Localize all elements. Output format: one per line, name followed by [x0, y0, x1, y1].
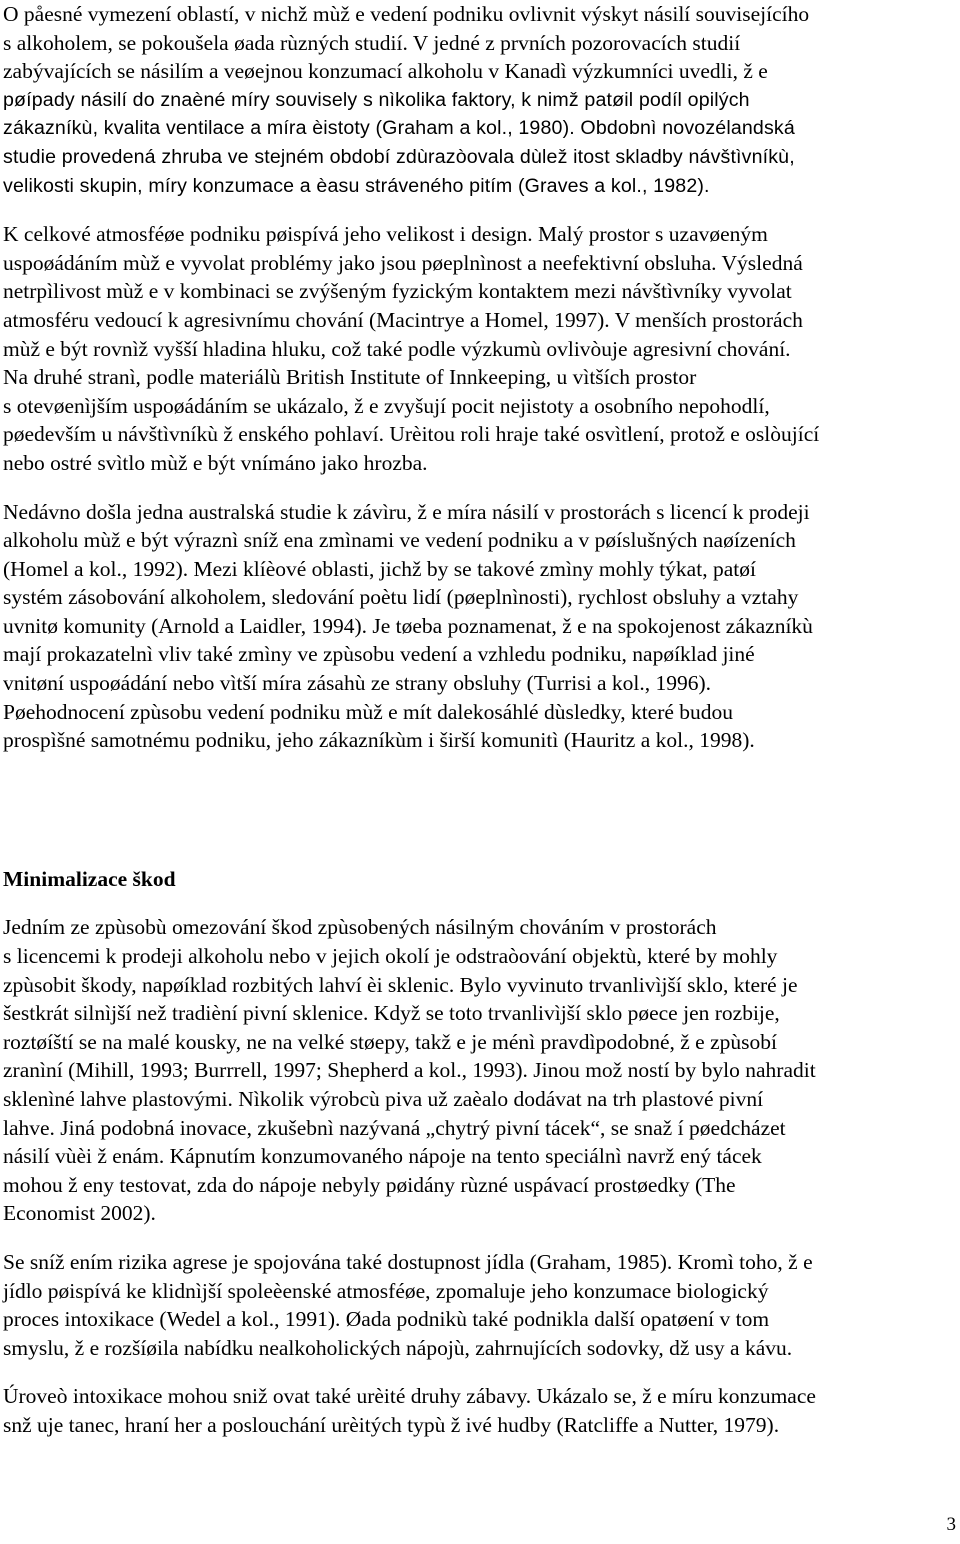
text-line: Jedním ze zpùsobù omezování škod zpùsobených násilným chováním v prostorách — [3, 915, 717, 940]
paragraph-3 — [3, 498, 955, 755]
paragraph-2 — [3, 220, 955, 477]
text-line: s licencemi k prodeji alkoholu nebo v jejich okolí je odstraòování objektù, které by mohly — [3, 944, 778, 969]
text-line: O påesné vymezení oblastí, v nichž mùž e vedení podniku ovlivnit výskyt násilí souvisejícího — [3, 2, 810, 26]
text-line: mají prokazatelnì vliv také zmìny ve zpùsobu vedení a vzhledu podniku, napøíklad jiné — [3, 642, 755, 667]
text-line: atmosféru vedoucí k agresivnímu chování (Macintrye a Homel, 1997). V menších prostorách — [3, 307, 803, 332]
text-line: jídlo pøispívá ke klidnìjší spoleèenské atmosféøe, zpomaluje jeho konzumace biologický — [3, 1278, 769, 1303]
text-line: smyslu, ž e rozšíøila nabídku nealkoholických nápojù, zahrnujících sodovky, dž usy a kávu. — [3, 1335, 793, 1360]
text-line: pøedevším u návštìvníkù ž enského pohlaví. Urèitou roli hraje také osvìtlení, protož e oslòující — [3, 422, 820, 447]
paragraph-1 — [3, 0, 955, 200]
text-line: uspoøádáním mùž e vyvolat problémy jako jsou pøeplnìnost a neefektivní obsluha. Výsledná — [3, 250, 803, 275]
text-line: zpùsobit škody, napøíklad rozbitých lahví èi sklenic. Bylo vyvinuto trvanlivìjší sklo, které je — [3, 972, 798, 997]
text-line: Úroveò intoxikace mohou sniž ovat také urèité druhy zábavy. Ukázalo se, ž e míru konzumace — [3, 1384, 816, 1409]
text-line: nebo ostré svìtlo mùž e být vnímáno jako hrozba. — [3, 450, 428, 475]
text-line: s alkoholem, se pokoušela øada rùzných studií. V jedné z prvních pozorovacích studií — [3, 30, 741, 55]
text-line: alkoholu mùž e být výraznì sníž ena zmìnami ve vedení podniku a v pøíslušných naøízeních — [3, 528, 796, 553]
text-line: šestkrát silnìjší než tradièní pivní sklenice. Když se toto trvanlivìjší sklo pøece jen rozbije, — [3, 1001, 780, 1026]
text-line: Economist 2002). — [3, 1201, 156, 1226]
text-line: lahve. Jiná podobná inovace, zkušebnì nazývaná „chytrý pivní tácek“, se snaž í pøedcházet — [3, 1115, 786, 1140]
text-line: násilí vùèi ž enám. Kápnutím konzumovaného nápoje na tento speciálnì navrž ený tácek — [3, 1144, 762, 1169]
text-line: velikosti skupin, míry konzumace a èasu stráveného pitím (Graves a kol., 1982). — [3, 174, 710, 197]
text-line: roztøíští se na malé kousky, ne na velké støepy, takž e je ménì pravdìpodobné, ž e zpùsobí — [3, 1029, 777, 1054]
paragraph-4 — [3, 913, 955, 1228]
text-line: mùž e být rovnìž vyšší hladina hluku, což také podle výzkumù ovlivòuje agresivní chování. — [3, 336, 791, 361]
text-line: mohou ž eny testovat, zda do nápoje nebyly pøidány rùzné uspávací prostøedky (The — [3, 1172, 736, 1197]
text-line: netrpìlivost mùž e v kombinaci se zvýšeným fyzickým kontaktem mezi návštìvníky vyvolat — [3, 279, 792, 304]
paragraph-6 — [3, 1382, 955, 1439]
text-line: zákazníkù, kvalita ventilace a míra èistoty (Graham a kol., 1980). Obdobnì novozélandská — [3, 117, 795, 140]
text-line: zabývajících se násilím a veøejnou konzumací alkoholu v Kanadì výzkumníci uvedli, ž e — [3, 59, 768, 84]
section-heading: Minimalizace škod — [3, 866, 176, 891]
paragraph-5 — [3, 1248, 955, 1362]
text-line: Na druhé stranì, podle materiálù British Institute of Innkeeping, u vìtších prostor — [3, 365, 697, 390]
text-line: pøípady násilí do znaèné míry souvisely s nìkolika faktory, k nimž patøil podíl opilých — [3, 88, 750, 111]
text-line: (Homel a kol., 1992). Mezi klíèové oblasti, jichž by se takové zmìny mohly týkat, patøí — [3, 556, 756, 581]
text-line: proces intoxikace (Wedel a kol., 1991). Øada podnikù také podnikla další opatøení v tom — [3, 1307, 770, 1332]
text-line: systém zásobování alkoholem, sledování poètu lidí (pøeplnìnosti), rychlost obsluhy a vztahy — [3, 585, 799, 610]
text-line: snž uje tanec, hraní her a poslouchání urèitých typù ž ivé hudby (Ratcliffe a Nutter, 1979). — [3, 1412, 780, 1437]
text-line: K celkové atmosféøe podniku pøispívá jeho velikost i design. Malý prostor s uzavøeným — [3, 222, 768, 247]
text-line: studie provedená zhruba ve stejném období zdùrazòovala dùlež itost skladby návštìvníkù, — [3, 145, 795, 168]
text-line: sklenìné lahve plastovými. Nìkolik výrobcù piva už zaèalo dodávat na trh plastové pivní — [3, 1087, 764, 1111]
text-line: prospìšné samotnému podniku, jeho zákazníkùm i širší komunitì (Hauritz a kol., 1998). — [3, 728, 755, 753]
text-line: zranìní (Mihill, 1993; Burrrell, 1997; Shepherd a kol., 1993). Jinou mož ností by bylo nahradit — [3, 1058, 816, 1083]
text-line: Se sníž ením rizika agrese je spojována také dostupnost jídla (Graham, 1985). Kromì toho, ž e — [3, 1249, 813, 1274]
text-line: Nedávno došla jedna australská studie k závìru, ž e míra násilí v prostorách s licencí k prodeji — [3, 499, 810, 524]
text-line: vnitøní uspoøádání nebo vìtší míra zásahù ze strany obsluhy (Turrisi a kol., 1996). — [3, 671, 712, 696]
text-line: Pøehodnocení zpùsobu vedení podniku mùž e mít dalekosáhlé dùsledky, které budou — [3, 699, 734, 724]
page-number: 3 — [946, 1514, 956, 1535]
text-line: s otevøenìjším uspoøádáním se ukázalo, ž e zvyšují pocit nejistoty a osobního nepohodlí, — [3, 393, 770, 418]
page-content — [3, 0, 955, 1440]
text-line: uvnitø komunity (Arnold a Laidler, 1994). Je tøeba poznamenat, ž e na spokojenost zákazníkù — [3, 613, 813, 638]
